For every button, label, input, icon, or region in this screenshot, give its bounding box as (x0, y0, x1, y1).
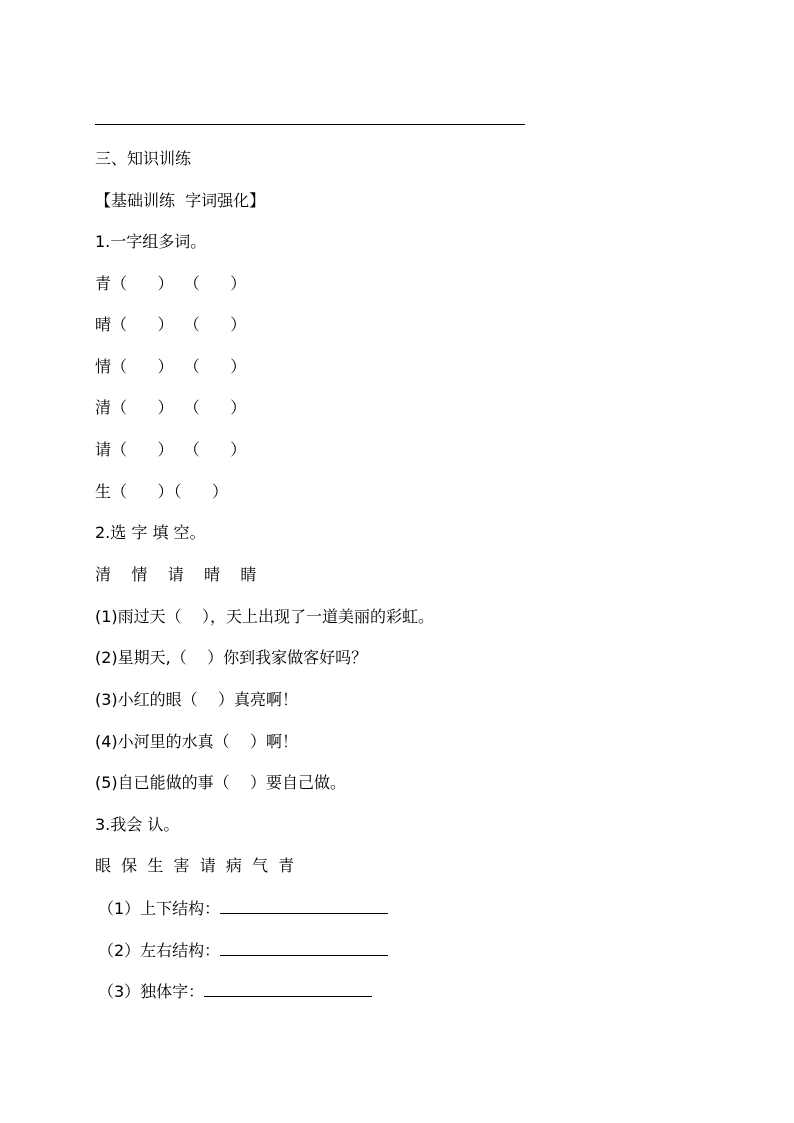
q2-item-4: (4)小河里的水真（ ）啊！ (95, 732, 299, 751)
q1-row-sheng: 生（ ）（ ） (95, 482, 229, 501)
q1-row-qing-clear: 清（ ） （ ） (95, 398, 247, 417)
q1-row-qing-feeling: 情（ ） （ ） (95, 357, 247, 376)
q3-item-2-answer-line[interactable] (220, 939, 388, 956)
subsection-title: 【基础训练 字词强化】 (95, 191, 266, 210)
q3-item-1-answer-line[interactable] (220, 897, 388, 914)
q1-row-qing-please: 请（ ） （ ） (95, 440, 247, 459)
section-title: 三、知识训练 (95, 149, 192, 168)
q1-row-qing: 青（ ） （ ） (95, 274, 247, 293)
q3-item-1-label: （1）上下结构： (98, 899, 221, 918)
q2-item-3: (3)小红的眼（ ）真亮啊！ (95, 690, 299, 709)
answer-line-top (95, 124, 525, 125)
q2-item-1: (1)雨过天（ ），天上出现了一道美丽的彩虹。 (95, 607, 435, 626)
q1-row-qing-sunny: 晴（ ） （ ） (95, 315, 247, 334)
q3-item-1 (98, 897, 388, 920)
q2-choice-chars: 清 情 请 晴 睛 (95, 565, 257, 584)
question-1-title: 1.一字组多词。 (95, 232, 207, 251)
q3-item-2-label: （2）左右结构： (98, 941, 221, 960)
q3-item-3-answer-line[interactable] (204, 980, 372, 997)
q2-item-2: (2)星期天,（ ）你到我家做客好吗？ (95, 648, 368, 667)
question-2-title: 2.选 字 填 空。 (95, 523, 206, 542)
q3-chars: 眼 保 生 害 请 病 气 青 (95, 856, 295, 875)
question-3-title: 3.我会 认。 (95, 815, 180, 834)
q3-item-3 (98, 980, 372, 1003)
q3-item-2 (98, 939, 388, 962)
q2-item-5: (5)自已能做的事（ ）要自己做。 (95, 773, 347, 792)
q3-item-3-label: （3）独体字： (98, 982, 205, 1001)
